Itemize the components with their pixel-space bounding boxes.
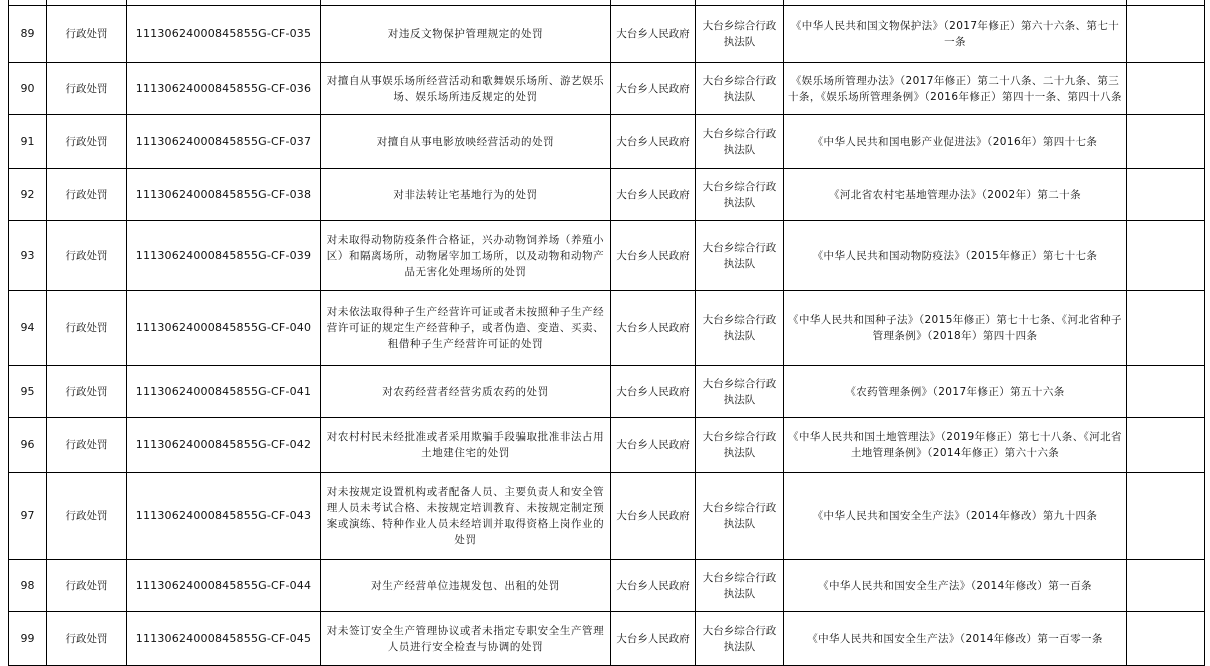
implementing-body: 大台乡人民政府 <box>611 418 696 473</box>
extra-cell <box>1127 6 1205 63</box>
item-code: 11130624000845855G-CF-037 <box>127 115 321 169</box>
penalty-type: 行政处罚 <box>47 221 127 291</box>
extra-cell <box>1127 63 1205 115</box>
item-code: 11130624000845855G-CF-045 <box>127 612 321 666</box>
implementing-body: 大台乡人民政府 <box>611 6 696 63</box>
legal-basis: 《河北省农村宅基地管理办法》（2002年）第二十条 <box>784 169 1127 221</box>
enforcement-team: 大台乡综合行政执法队 <box>696 291 784 366</box>
item-code: 11130624000845855G-CF-039 <box>127 221 321 291</box>
row-number: 97 <box>9 473 47 560</box>
implementing-body: 大台乡人民政府 <box>611 366 696 418</box>
item-name: 对擅自从事电影放映经营活动的处罚 <box>321 115 611 169</box>
penalty-type: 行政处罚 <box>47 291 127 366</box>
item-code: 11130624000845855G-CF-040 <box>127 291 321 366</box>
row-number: 92 <box>9 169 47 221</box>
table-row <box>9 560 1205 612</box>
penalty-table-body <box>9 0 1205 666</box>
enforcement-team: 大台乡综合行政执法队 <box>696 63 784 115</box>
implementing-body: 大台乡人民政府 <box>611 473 696 560</box>
item-code: 11130624000845855G-CF-041 <box>127 366 321 418</box>
penalty-type: 行政处罚 <box>47 63 127 115</box>
table-row <box>9 6 1205 63</box>
penalty-type: 行政处罚 <box>47 560 127 612</box>
item-name: 对非法转让宅基地行为的处罚 <box>321 169 611 221</box>
item-code: 11130624000845855G-CF-036 <box>127 63 321 115</box>
legal-basis: 《中华人民共和国安全生产法》（2014年修改）第一百条 <box>784 560 1127 612</box>
penalty-table <box>8 0 1205 666</box>
penalty-type: 行政处罚 <box>47 115 127 169</box>
item-name: 对未签订安全生产管理协议或者未指定专职安全生产管理人员进行安全检查与协调的处罚 <box>321 612 611 666</box>
penalty-type: 行政处罚 <box>47 6 127 63</box>
item-name: 对生产经营单位违规发包、出租的处罚 <box>321 560 611 612</box>
penalty-type: 行政处罚 <box>47 418 127 473</box>
implementing-body: 大台乡人民政府 <box>611 169 696 221</box>
table-row <box>9 418 1205 473</box>
legal-basis: 《中华人民共和国安全生产法》（2014年修改）第九十四条 <box>784 473 1127 560</box>
table-row <box>9 221 1205 291</box>
legal-basis: 《娱乐场所管理办法》（2017年修正）第二十八条、二十九条、第三十条，《娱乐场所管理条例》（2016年修正）第四十一条、第四十八条 <box>784 63 1127 115</box>
table-row <box>9 366 1205 418</box>
extra-cell <box>1127 291 1205 366</box>
enforcement-team: 大台乡综合行政执法队 <box>696 115 784 169</box>
item-code: 11130624000845855G-CF-043 <box>127 473 321 560</box>
legal-basis: 《农药管理条例》（2017年修正）第五十六条 <box>784 366 1127 418</box>
penalty-type: 行政处罚 <box>47 169 127 221</box>
legal-basis: 《中华人民共和国安全生产法》（2014年修改）第一百零一条 <box>784 612 1127 666</box>
implementing-body: 大台乡人民政府 <box>611 560 696 612</box>
enforcement-team: 大台乡综合行政执法队 <box>696 6 784 63</box>
extra-cell <box>1127 473 1205 560</box>
row-number: 99 <box>9 612 47 666</box>
table-row <box>9 612 1205 666</box>
table-row <box>9 63 1205 115</box>
legal-basis: 《中华人民共和国文物保护法》（2017年修正）第六十六条、第七十一条 <box>784 6 1127 63</box>
enforcement-team: 大台乡综合行政执法队 <box>696 366 784 418</box>
row-number: 95 <box>9 366 47 418</box>
row-number: 98 <box>9 560 47 612</box>
legal-basis: 《中华人民共和国种子法》（2015年修正）第七十七条、《河北省种子管理条例》（2018年）第四十四条 <box>784 291 1127 366</box>
implementing-body: 大台乡人民政府 <box>611 63 696 115</box>
table-row <box>9 169 1205 221</box>
enforcement-team: 大台乡综合行政执法队 <box>696 560 784 612</box>
item-name: 对未依法取得种子生产经营许可证或者未按照种子生产经营许可证的规定生产经营种子，或者伪造、变造、买卖、租借种子生产经营许可证的处罚 <box>321 291 611 366</box>
extra-cell <box>1127 612 1205 666</box>
item-name: 对农村村民未经批准或者采用欺骗手段骗取批准非法占用土地建住宅的处罚 <box>321 418 611 473</box>
legal-basis: 《中华人民共和国电影产业促进法》（2016年）第四十七条 <box>784 115 1127 169</box>
enforcement-team: 大台乡综合行政执法队 <box>696 612 784 666</box>
row-number: 93 <box>9 221 47 291</box>
item-name: 对未按规定设置机构或者配备人员、主要负责人和安全管理人员未考试合格、未按规定培训教育、未按规定制定预案或演练、特种作业人员未经培训并取得资格上岗作业的处罚 <box>321 473 611 560</box>
item-name: 对擅自从事娱乐场所经营活动和歌舞娱乐场所、游艺娱乐场、娱乐场所违反规定的处罚 <box>321 63 611 115</box>
item-name: 对未取得动物防疫条件合格证，兴办动物饲养场（养殖小区）和隔离场所，动物屠宰加工场所，以及动物和动物产品无害化处理场所的处罚 <box>321 221 611 291</box>
row-number: 91 <box>9 115 47 169</box>
row-number: 89 <box>9 6 47 63</box>
penalty-type: 行政处罚 <box>47 473 127 560</box>
extra-cell <box>1127 366 1205 418</box>
extra-cell <box>1127 418 1205 473</box>
penalty-type: 行政处罚 <box>47 366 127 418</box>
item-code: 11130624000845855G-CF-035 <box>127 6 321 63</box>
extra-cell <box>1127 115 1205 169</box>
item-name: 对违反文物保护管理规定的处罚 <box>321 6 611 63</box>
enforcement-team: 大台乡综合行政执法队 <box>696 221 784 291</box>
table-row <box>9 473 1205 560</box>
item-name: 对农药经营者经营劣质农药的处罚 <box>321 366 611 418</box>
implementing-body: 大台乡人民政府 <box>611 221 696 291</box>
implementing-body: 大台乡人民政府 <box>611 612 696 666</box>
legal-basis: 《中华人民共和国土地管理法》（2019年修正）第七十八条、《河北省土地管理条例》（2014年修正）第六十六条 <box>784 418 1127 473</box>
item-code: 11130624000845855G-CF-042 <box>127 418 321 473</box>
penalty-table-sheet <box>8 0 1204 666</box>
extra-cell <box>1127 221 1205 291</box>
item-code: 11130624000845855G-CF-038 <box>127 169 321 221</box>
item-code: 11130624000845855G-CF-044 <box>127 560 321 612</box>
row-number: 94 <box>9 291 47 366</box>
enforcement-team: 大台乡综合行政执法队 <box>696 418 784 473</box>
implementing-body: 大台乡人民政府 <box>611 115 696 169</box>
penalty-type: 行政处罚 <box>47 612 127 666</box>
row-number: 90 <box>9 63 47 115</box>
extra-cell <box>1127 560 1205 612</box>
row-number: 96 <box>9 418 47 473</box>
implementing-body: 大台乡人民政府 <box>611 291 696 366</box>
extra-cell <box>1127 169 1205 221</box>
table-row <box>9 115 1205 169</box>
legal-basis: 《中华人民共和国动物防疫法》（2015年修正）第七十七条 <box>784 221 1127 291</box>
enforcement-team: 大台乡综合行政执法队 <box>696 473 784 560</box>
enforcement-team: 大台乡综合行政执法队 <box>696 169 784 221</box>
table-row <box>9 291 1205 366</box>
